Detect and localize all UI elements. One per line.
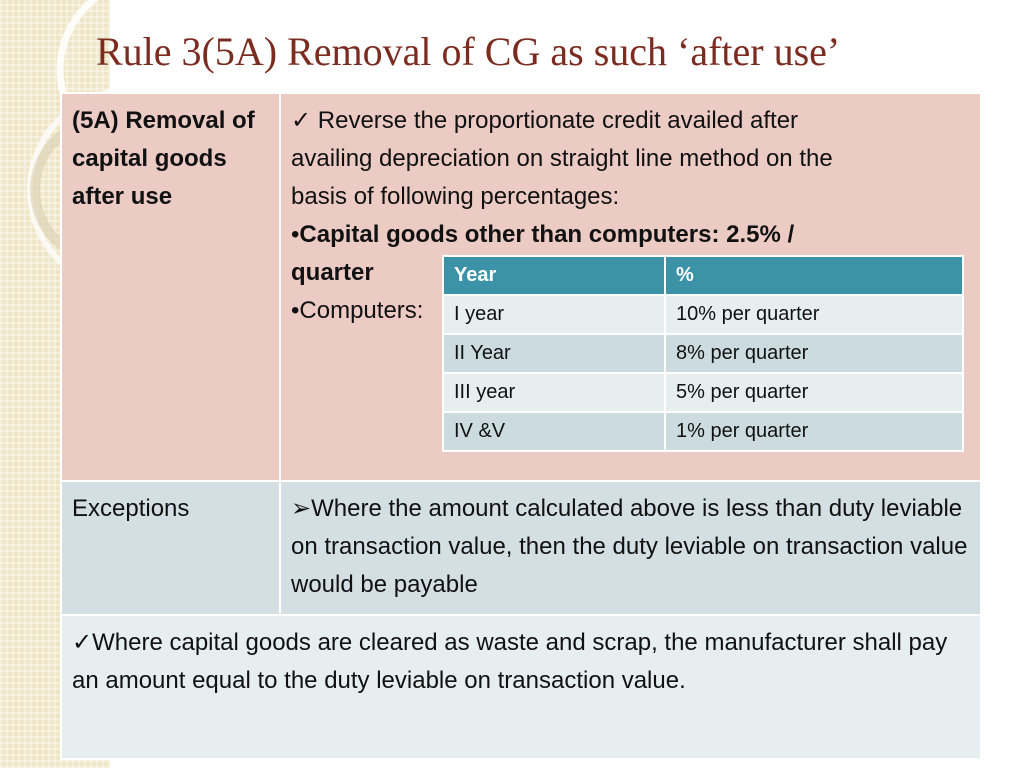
header-year: Year [443,256,665,295]
table-row [61,615,981,759]
capital-goods-bullet-cont: quarter [291,259,374,286]
row-content-exceptions: ➢Where the amount calculated above is less than duty leviable on transaction value, then the duty leviable on transaction value would be payable [280,481,981,615]
table-row [443,334,963,373]
bullet-icon: • [291,221,300,248]
row-label-removal: (5A) Removal of capital goods after use [61,93,280,481]
depreciation-header-row [443,256,963,295]
capital-goods-bullet: •Capital goods other than computers: 2.5% / [291,221,795,248]
table-row [61,481,981,615]
arrow-bullet-icon: ➢ [291,495,312,522]
percent-cell: 8% per quarter [665,334,963,373]
year-cell: I year [443,295,665,334]
check-icon: ✓ [72,629,93,656]
percent-cell: 10% per quarter [665,295,963,334]
intro-line: availing depreciation on straight line method on the [291,145,833,172]
year-cell: II Year [443,334,665,373]
percent-cell: 5% per quarter [665,373,963,412]
slide-title: Rule 3(5A) Removal of CG as such ‘after use’ [96,29,841,74]
table-row [443,412,963,451]
check-icon: ✓ [291,107,312,134]
bullet-icon: • [291,297,300,324]
header-percent: % [665,256,963,295]
year-cell: III year [443,373,665,412]
year-cell: IV &V [443,412,665,451]
intro-line: basis of following percentages: [291,183,620,210]
table-row [443,373,963,412]
percent-cell: 1% per quarter [665,412,963,451]
depreciation-table [442,255,964,452]
row-label-exceptions: Exceptions [61,481,280,615]
row-content-scrap: ✓Where capital goods are cleared as waste and scrap, the manufacturer shall pay an amount equal to the duty leviable on transaction value. [61,615,981,759]
computers-bullet: •Computers: [291,297,424,324]
intro-line: ✓ Reverse the proportionate credit availed after [291,107,799,134]
table-row [443,295,963,334]
